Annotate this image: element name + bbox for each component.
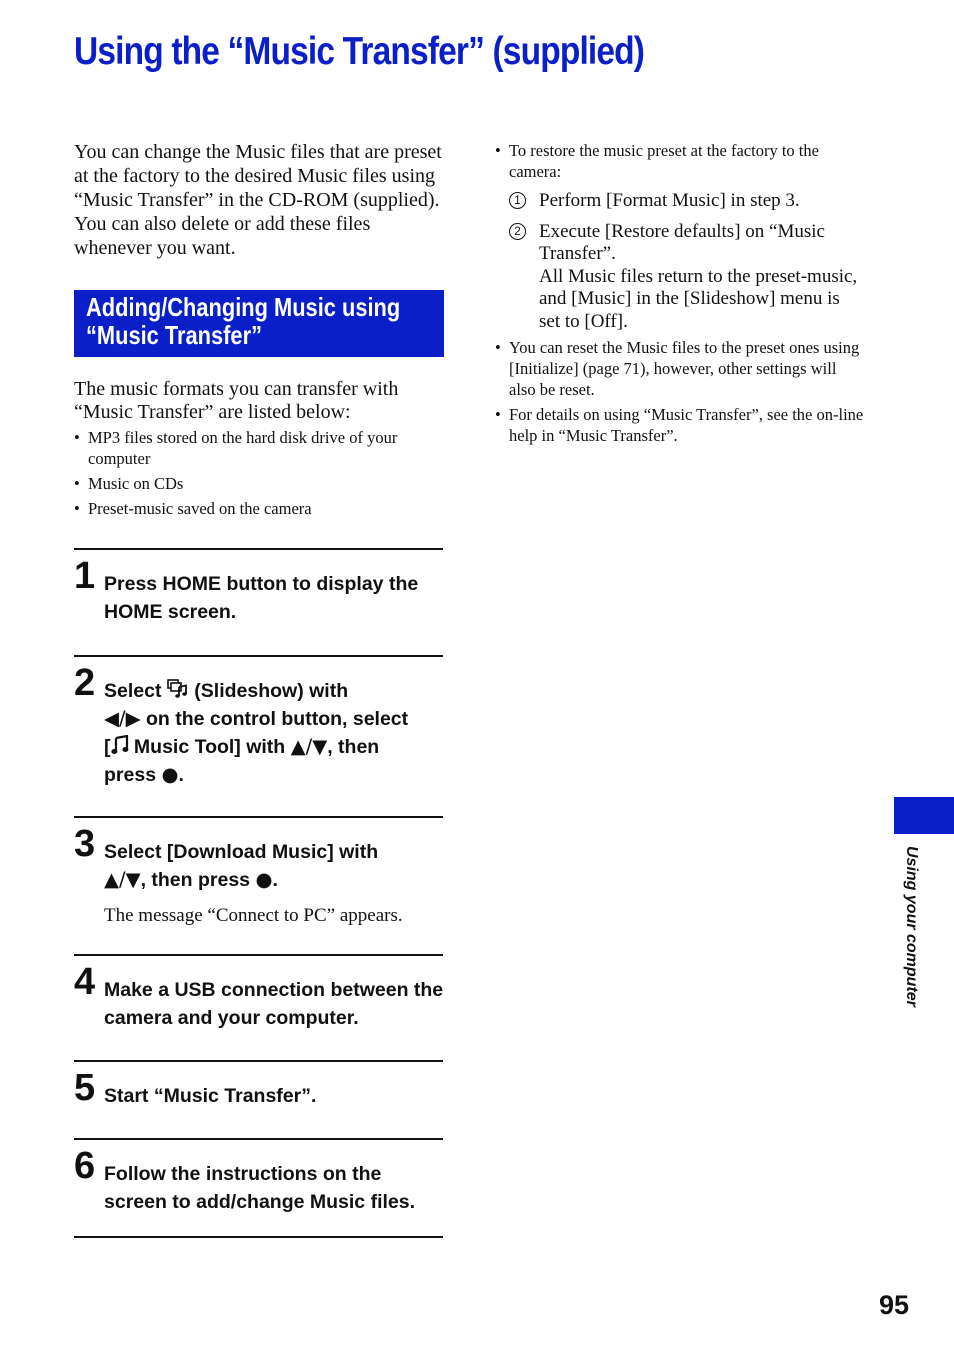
step-text-part: press (104, 764, 157, 786)
slideshow-icon (167, 679, 189, 699)
step-3 (74, 816, 443, 955)
step-text-part: Select (104, 680, 162, 702)
step-text (104, 677, 449, 789)
list-item: • Music on CDs (74, 473, 446, 494)
step-note: The message “Connect to PC” appears. (104, 905, 403, 926)
page-number: 95 (879, 1290, 910, 1320)
circled-number: 1 (509, 192, 526, 209)
side-tab-label: Using your computer (903, 846, 920, 1007)
step-text: Make a USB connection between the camera and your computer. (104, 979, 444, 1029)
step-text: Follow the instructions on the screen to add/change Music files. (104, 1163, 416, 1213)
step-text-part: [ (104, 736, 111, 758)
notes-list (494, 140, 864, 446)
step-number: 5 (74, 1067, 96, 1109)
step-text-part: Music Tool] with (133, 736, 286, 758)
formats-list (74, 427, 446, 519)
step-2 (74, 655, 443, 817)
step-number: 4 (74, 961, 96, 1003)
section-heading (74, 290, 444, 357)
step-number: 2 (74, 662, 96, 704)
circled-number: 2 (509, 223, 526, 240)
music-note-icon (111, 735, 129, 755)
sub-step-2 (509, 221, 864, 334)
step-1 (74, 548, 443, 656)
notes-column (494, 140, 864, 450)
step-text: Press HOME button to display the HOME screen. (104, 573, 419, 623)
list-item: • You can reset the Music files to the preset ones using [Initialize] (page 71), however, other settings will also be reset. (494, 337, 864, 400)
step-5 (74, 1060, 443, 1139)
step-text-part: , then (327, 736, 380, 758)
list-item: • For details on using “Music Transfer”, see the on-line help in “Music Transfer”. (494, 404, 864, 446)
step-6 (74, 1138, 443, 1237)
step-text-part: (Slideshow) with (194, 680, 349, 702)
page-title: Using the “Music Transfer” (supplied) (74, 30, 645, 73)
formats-intro: The music formats you can transfer with “Music Transfer” are listed below: (74, 378, 399, 423)
sub-step-1 (509, 190, 864, 213)
up-down-arrows-icon: ▲/▼ (104, 868, 141, 891)
side-tab-marker (894, 797, 954, 834)
section-heading-line2: “Music Transfer” (86, 320, 262, 350)
center-button-icon: ● (161, 763, 179, 786)
up-down-arrows-icon: ▲/▼ (290, 735, 328, 758)
steps-bottom-rule (74, 1236, 443, 1238)
center-button-icon: ● (255, 868, 273, 891)
left-right-arrows-icon: ◀/▶ (104, 707, 141, 730)
step-text-part: , then press (140, 869, 251, 891)
step-number: 3 (74, 823, 96, 865)
step-number: 6 (74, 1145, 96, 1187)
restore-intro: To restore the music preset at the factory to the camera: (509, 141, 819, 181)
sub-step-text: Execute [Restore defaults] on “Music Transfer”. (539, 220, 825, 264)
sub-step-detail: All Music files return to the preset-music, and [Music] in the [Slideshow] menu is set to [Off]. (539, 265, 858, 332)
step-text-part: . (272, 869, 278, 891)
list-item: • MP3 files stored on the hard disk drive of your computer (74, 427, 446, 469)
step-number: 1 (74, 555, 96, 597)
step-4 (74, 954, 443, 1061)
list-item: • Preset-music saved on the camera (74, 498, 446, 519)
step-text-part: Select [Download Music] with (104, 841, 379, 863)
sub-step-text: Perform [Format Music] in step 3. (539, 190, 800, 211)
step-text: Start “Music Transfer”. (104, 1085, 317, 1107)
list-item (494, 140, 864, 333)
intro-paragraph: You can change the Music files that are preset at the factory to the desired Music files using “Music Transfer” in the CD-ROM (supplied). You can also delete or add these files whenever you want. (74, 141, 442, 259)
step-text (104, 838, 449, 894)
formats-block (74, 378, 446, 523)
section-heading-line1: Adding/Changing Music using (86, 292, 401, 322)
step-text-part: . (178, 764, 184, 786)
step-text-part: on the control button, select (145, 708, 409, 730)
